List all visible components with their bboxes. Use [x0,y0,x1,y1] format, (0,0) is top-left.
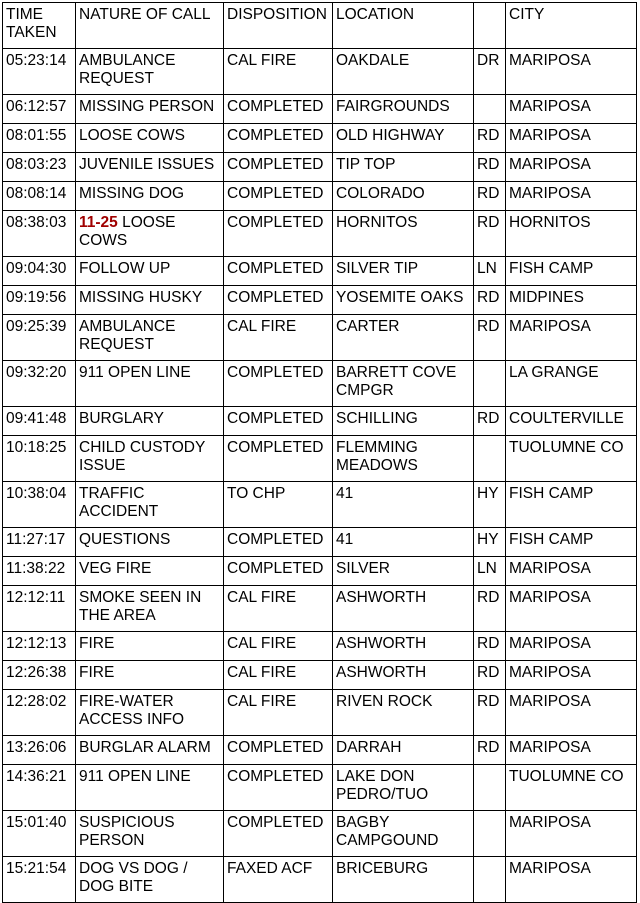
cell-disposition: COMPLETED [224,95,333,124]
table-row [3,528,637,557]
cell-suffix [474,436,506,482]
cell-city: MARIPOSA [506,586,637,632]
cell-location: YOSEMITE OAKS [333,286,474,315]
cell-disposition: COMPLETED [224,124,333,153]
cell-disposition: COMPLETED [224,407,333,436]
cell-time-taken: 06:12:57 [3,95,76,124]
cell-location: FAIRGROUNDS [333,95,474,124]
table-row [3,736,637,765]
cell-time-taken: 09:19:56 [3,286,76,315]
table-row [3,586,637,632]
cell-suffix: RD [474,632,506,661]
cell-location: ASHWORTH [333,632,474,661]
cell-city: FISH CAMP [506,482,637,528]
cell-nature-of-call: SMOKE SEEN IN THE AREA [76,586,224,632]
cell-location: 41 [333,528,474,557]
cell-city: HORNITOS [506,211,637,257]
cell-location: CARTER [333,315,474,361]
table-row [3,661,637,690]
cell-nature-of-call: AMBULANCE REQUEST [76,315,224,361]
cell-disposition: CAL FIRE [224,690,333,736]
cell-location: OAKDALE [333,49,474,95]
cell-time-taken: 09:32:20 [3,361,76,407]
call-log-body [3,49,637,903]
table-row [3,857,637,903]
cell-city: MARIPOSA [506,124,637,153]
header-city: CITY [506,3,637,49]
cell-nature-of-call [76,211,224,257]
cell-time-taken: 09:25:39 [3,315,76,361]
cell-suffix: RD [474,736,506,765]
header-disposition: DISPOSITION [224,3,333,49]
cell-location: BRICEBURG [333,857,474,903]
cell-city: MARIPOSA [506,182,637,211]
cell-disposition: CAL FIRE [224,49,333,95]
cell-location: HORNITOS [333,211,474,257]
nature-text: LOOSE COWS [79,214,176,249]
table-row [3,557,637,586]
cell-time-taken: 12:12:13 [3,632,76,661]
cell-disposition: COMPLETED [224,765,333,811]
cell-time-taken: 08:08:14 [3,182,76,211]
cell-location: COLORADO [333,182,474,211]
cell-nature-of-call: CHILD CUSTODY ISSUE [76,436,224,482]
cell-suffix: RD [474,211,506,257]
cell-disposition: COMPLETED [224,257,333,286]
cell-city: FISH CAMP [506,257,637,286]
cell-city: MARIPOSA [506,857,637,903]
header-time-taken: TIME TAKEN [3,3,76,49]
cell-nature-of-call: VEG FIRE [76,557,224,586]
cell-location: ASHWORTH [333,661,474,690]
cell-nature-of-call: AMBULANCE REQUEST [76,49,224,95]
cell-location: LAKE DON PEDRO/TUO [333,765,474,811]
cell-suffix: HY [474,528,506,557]
cell-suffix: DR [474,49,506,95]
cell-nature-of-call: MISSING HUSKY [76,286,224,315]
cell-suffix: RD [474,586,506,632]
cell-location: TIP TOP [333,153,474,182]
cell-disposition: FAXED ACF [224,857,333,903]
cell-suffix [474,765,506,811]
header-location: LOCATION [333,3,474,49]
header-suffix [474,3,506,49]
cell-location: BARRETT COVE CMPGR [333,361,474,407]
cell-disposition: COMPLETED [224,736,333,765]
cell-city: MARIPOSA [506,811,637,857]
cell-nature-of-call: SUSPICIOUS PERSON [76,811,224,857]
cell-time-taken: 11:27:17 [3,528,76,557]
cell-nature-of-call: FIRE-WATER ACCESS INFO [76,690,224,736]
cell-location: SILVER [333,557,474,586]
cell-city: MARIPOSA [506,690,637,736]
cell-disposition: CAL FIRE [224,661,333,690]
cell-disposition: CAL FIRE [224,632,333,661]
cell-suffix [474,811,506,857]
cell-city: MARIPOSA [506,557,637,586]
cell-time-taken: 14:36:21 [3,765,76,811]
table-row [3,257,637,286]
table-row [3,182,637,211]
table-row [3,49,637,95]
table-row [3,407,637,436]
cell-time-taken: 08:03:23 [3,153,76,182]
cell-time-taken: 12:28:02 [3,690,76,736]
table-row [3,124,637,153]
cell-time-taken: 09:04:30 [3,257,76,286]
cell-nature-of-call: MISSING PERSON [76,95,224,124]
cell-suffix [474,361,506,407]
cell-time-taken: 12:12:11 [3,586,76,632]
cell-time-taken: 10:18:25 [3,436,76,482]
cell-city: MARIPOSA [506,736,637,765]
cell-suffix: RD [474,153,506,182]
cell-city: MARIPOSA [506,95,637,124]
cell-location: SCHILLING [333,407,474,436]
table-row [3,361,637,407]
cell-nature-of-call: DOG VS DOG / DOG BITE [76,857,224,903]
cell-city: MARIPOSA [506,315,637,361]
cell-suffix [474,95,506,124]
cell-disposition: COMPLETED [224,361,333,407]
cell-location: OLD HIGHWAY [333,124,474,153]
cell-city: MARIPOSA [506,632,637,661]
cell-location: DARRAH [333,736,474,765]
cell-time-taken: 05:23:14 [3,49,76,95]
cell-disposition: COMPLETED [224,182,333,211]
cell-city: MARIPOSA [506,153,637,182]
cell-suffix: RD [474,661,506,690]
cell-time-taken: 10:38:04 [3,482,76,528]
cell-disposition: CAL FIRE [224,586,333,632]
cell-time-taken: 09:41:48 [3,407,76,436]
cell-disposition: COMPLETED [224,286,333,315]
cell-nature-of-call: FIRE [76,661,224,690]
cell-nature-of-call: LOOSE COWS [76,124,224,153]
cell-suffix: RD [474,286,506,315]
call-code: 11-25 [79,214,118,231]
cell-location: 41 [333,482,474,528]
cell-nature-of-call: BURGLARY [76,407,224,436]
table-row [3,286,637,315]
table-row [3,632,637,661]
cell-time-taken: 08:01:55 [3,124,76,153]
header-nature-of-call: NATURE OF CALL [76,3,224,49]
cell-time-taken: 08:38:03 [3,211,76,257]
cell-nature-of-call: MISSING DOG [76,182,224,211]
table-row [3,211,637,257]
cell-suffix: RD [474,124,506,153]
table-row [3,153,637,182]
table-row [3,95,637,124]
cell-city: MARIPOSA [506,661,637,690]
cell-city: LA GRANGE [506,361,637,407]
cell-disposition: COMPLETED [224,811,333,857]
cell-nature-of-call: TRAFFIC ACCIDENT [76,482,224,528]
cell-disposition: COMPLETED [224,528,333,557]
cell-suffix: RD [474,407,506,436]
cell-disposition: COMPLETED [224,436,333,482]
cell-suffix: RD [474,315,506,361]
cell-nature-of-call: BURGLAR ALARM [76,736,224,765]
table-row [3,690,637,736]
cell-nature-of-call: JUVENILE ISSUES [76,153,224,182]
table-row [3,765,637,811]
table-row [3,315,637,361]
table-row [3,482,637,528]
cell-suffix: RD [474,182,506,211]
cell-location: FLEMMING MEADOWS [333,436,474,482]
cell-city: MIDPINES [506,286,637,315]
cell-suffix [474,857,506,903]
cell-disposition: COMPLETED [224,153,333,182]
header-row [3,3,637,49]
cell-location: SILVER TIP [333,257,474,286]
cell-nature-of-call: 911 OPEN LINE [76,765,224,811]
table-row [3,811,637,857]
call-log-table [2,2,637,903]
cell-disposition: CAL FIRE [224,315,333,361]
cell-disposition: TO CHP [224,482,333,528]
cell-location: RIVEN ROCK [333,690,474,736]
cell-suffix: LN [474,557,506,586]
cell-nature-of-call: FIRE [76,632,224,661]
cell-location: ASHWORTH [333,586,474,632]
cell-time-taken: 12:26:38 [3,661,76,690]
cell-suffix: RD [474,690,506,736]
cell-nature-of-call: QUESTIONS [76,528,224,557]
cell-nature-of-call: FOLLOW UP [76,257,224,286]
cell-suffix: LN [474,257,506,286]
cell-city: FISH CAMP [506,528,637,557]
cell-time-taken: 15:21:54 [3,857,76,903]
cell-suffix: HY [474,482,506,528]
cell-disposition: COMPLETED [224,211,333,257]
cell-city: COULTERVILLE [506,407,637,436]
cell-city: TUOLUMNE CO [506,765,637,811]
cell-city: TUOLUMNE CO [506,436,637,482]
cell-city: MARIPOSA [506,49,637,95]
cell-time-taken: 15:01:40 [3,811,76,857]
cell-location: BAGBY CAMPGOUND [333,811,474,857]
cell-disposition: COMPLETED [224,557,333,586]
cell-time-taken: 11:38:22 [3,557,76,586]
cell-time-taken: 13:26:06 [3,736,76,765]
cell-nature-of-call: 911 OPEN LINE [76,361,224,407]
table-row [3,436,637,482]
